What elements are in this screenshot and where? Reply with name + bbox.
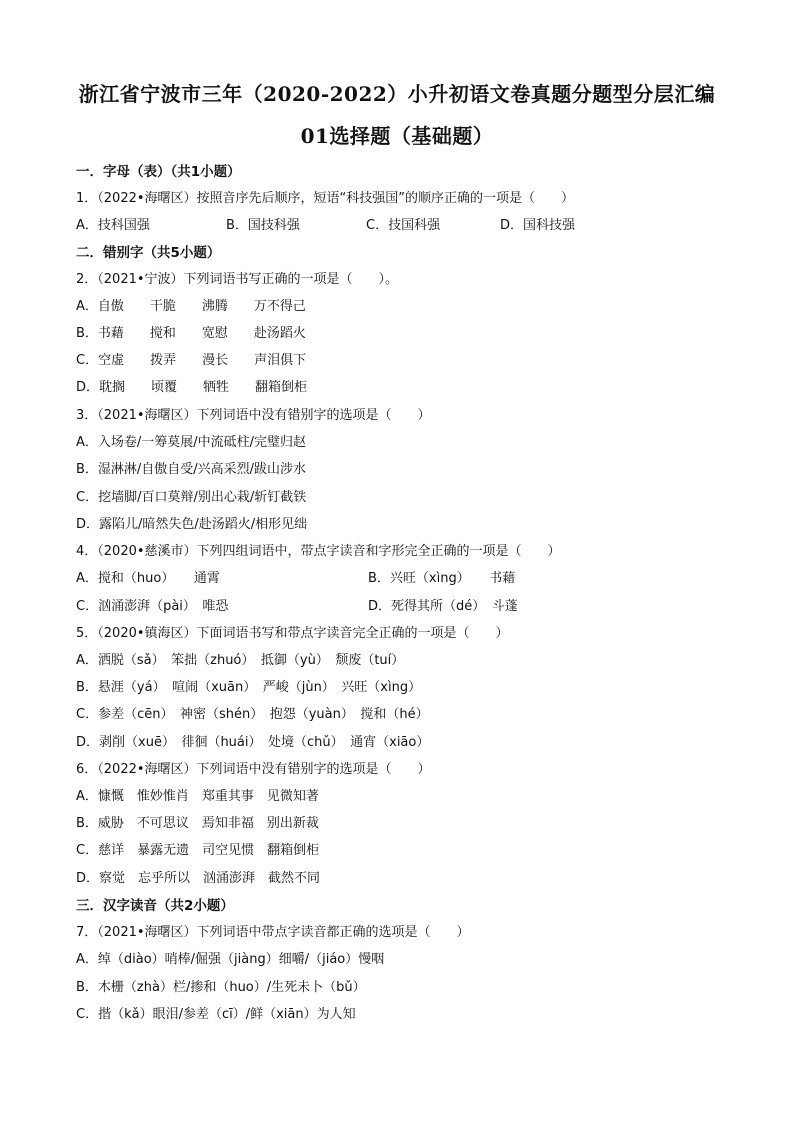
option-b: B．湿淋淋/自傲自受/兴高采烈/跋山涉水 (76, 462, 307, 477)
section-heading: 二．错别字（共5小题） (76, 245, 221, 261)
question-options (76, 595, 518, 614)
option-d: D．察觉 忘乎所以 汹涌澎湃 截然不同 (76, 871, 321, 886)
option-d: D．死得其所（dé） 斗蓬 (368, 599, 518, 614)
option-c: C．挖墙脚/百口莫辩/别出心栽/斩钉截铁 (76, 490, 307, 505)
section-heading: 三．汉字读音（共2小题） (76, 898, 234, 914)
option-a: A．入场卷/一筹莫展/中流砥柱/完璧归赵 (76, 435, 307, 450)
option-a: A．搅和（huo） 通霄 (76, 571, 220, 586)
option-a: A．慷慨 惟妙惟肖 郑重其事 见微知著 (76, 789, 319, 804)
question-options (76, 214, 575, 233)
option-b: B．兴旺（xìng） 书藉 (368, 571, 516, 586)
question-options (76, 567, 515, 586)
question-stem: 4．（2020•慈溪市）下列四组词语中，带点字读音和字形完全正确的一项是（ ） (76, 544, 561, 559)
option-c: C．汹涌澎湃（pài） 唯恐 (76, 599, 229, 614)
question-stem: 5．（2020•镇海区）下面词语书写和带点字读音完全正确的一项是（ ） (76, 626, 509, 641)
question-stem: 2．（2021•宁波）下列词语书写正确的一项是（ ）。 (76, 272, 399, 287)
question-stem: 7．（2021•海曙区）下列词语中带点字读音都正确的选项是（ ） (76, 925, 470, 940)
option-c: C．空虚 拨弄 漫长 声泪俱下 (76, 353, 307, 368)
option-b: B．威胁 不可思议 焉知非福 别出新裁 (76, 816, 319, 831)
option-a: A．技科国强 (76, 218, 150, 233)
option-c: C．揩（kǎ）眼泪/参差（cī）/鲜（xiān）为人知 (76, 1007, 356, 1022)
option-c: C．参差（cēn） 神密（shén） 抱怨（yuàn） 搅和（hé） (76, 707, 429, 722)
option-d: D．耽搁 顷覆 牺牲 翻箱倒柜 (76, 380, 308, 395)
option-c: C．慈详 暴露无遗 司空见惯 翻箱倒柜 (76, 843, 320, 858)
section-heading: 一．字母（表）（共1小题） (76, 164, 241, 180)
option-b: B．悬涯（yá） 喧闹（xuān） 严峻（jùn） 兴旺（xìng） (76, 680, 422, 695)
option-d: D．露陷儿/暗然失色/赴汤蹈火/相形见绌 (76, 517, 308, 532)
question-stem: 1．（2022•海曙区）按照音序先后顺序，短语“科技强国”的顺序正确的一项是（ ） (76, 191, 574, 206)
question-stem: 3．（2021•海曙区）下列词语中没有错别字的选项是（ ） (76, 408, 431, 423)
question-stem: 6．（2022•海曙区）下列词语中没有错别字的选项是（ ） (76, 762, 431, 777)
option-d: D．国科技强 (500, 218, 576, 233)
page-title: 浙江省宁波市三年（2020-2022）小升初语文卷真题分题型分层汇编 (78, 82, 716, 106)
option-c: C．技国科强 (366, 218, 441, 233)
option-a: A．自傲 干脆 沸腾 万不得己 (76, 299, 306, 314)
option-a: A．绰（diào）哨棒/倔强（jiàng）细嚼/（jiáo）慢咽 (76, 952, 385, 967)
option-b: B．木栅（zhà）栏/掺和（huo）/生死未卜（bǔ） (76, 980, 366, 995)
option-d: D．剥削（xuē） 徘徊（huái） 处境（chǔ） 通宵（xiāo） (76, 735, 430, 750)
option-b: B．国技科强 (226, 218, 300, 233)
option-a: A．洒脱（sǎ） 笨拙（zhuó） 抵御（yù） 颓废（tuí） (76, 653, 405, 668)
page-subtitle: 01选择题（基础题） (300, 124, 494, 148)
option-b: B．书藉 搅和 宽慰 赴汤蹈火 (76, 326, 306, 341)
